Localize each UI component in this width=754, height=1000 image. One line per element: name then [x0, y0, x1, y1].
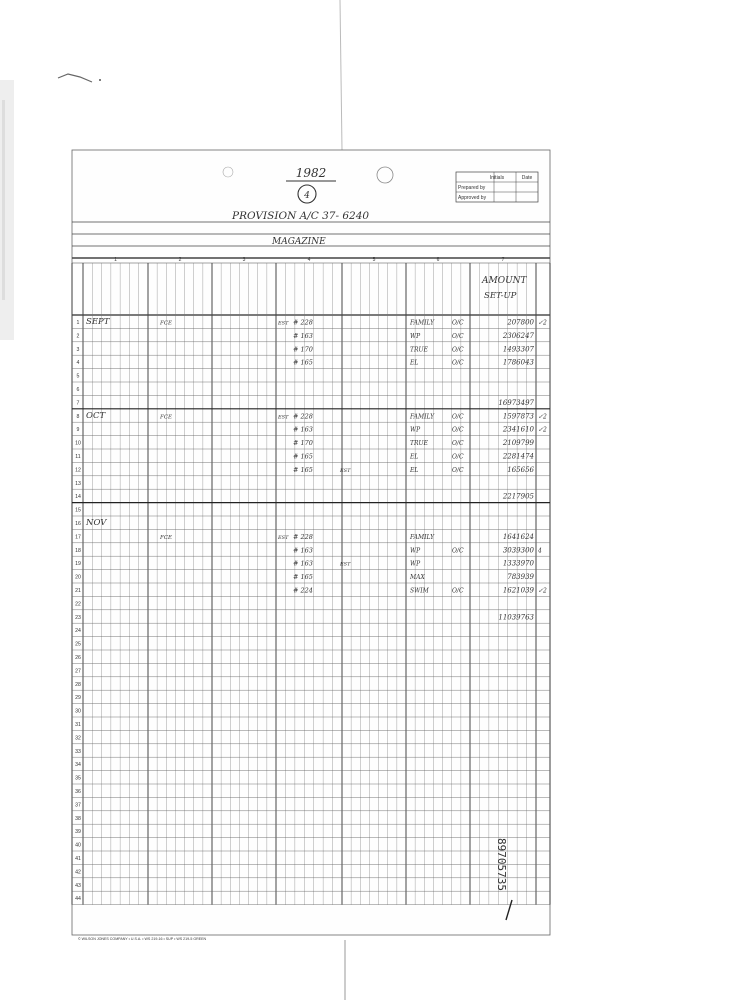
column-number: 3	[242, 257, 246, 263]
tick-mark: ✓2	[538, 319, 547, 327]
year-label: 1982	[295, 166, 327, 180]
row-number: 11	[75, 454, 81, 460]
row-number: 17	[75, 534, 81, 541]
column-number: 1	[114, 257, 117, 263]
magazine-name: WP	[410, 426, 421, 434]
issue-number: # 163	[293, 559, 313, 568]
amount: 165656	[507, 465, 534, 474]
issue-number: # 165	[293, 465, 313, 474]
tick-mark: ✓2	[538, 587, 547, 595]
row-number: 15	[75, 507, 81, 514]
row-number: 19	[75, 561, 81, 568]
issue-number: # 163	[293, 546, 313, 555]
oc-code: O/C	[452, 319, 464, 327]
row-number: 9	[76, 427, 80, 434]
oc-code: O/C	[452, 466, 464, 474]
magazine-name: TRUE	[410, 440, 428, 448]
tick-mark: 4	[538, 547, 542, 555]
row-number: 36	[75, 789, 81, 795]
row-number: 24	[75, 628, 81, 635]
oc-code: O/C	[452, 547, 464, 555]
issue-number: # 163	[293, 425, 313, 434]
month-label: NOV	[86, 518, 107, 528]
amount-heading: AMOUNT	[482, 276, 527, 286]
issue-number: # 228	[293, 412, 313, 421]
column-number: 7	[501, 257, 505, 263]
oc-code: O/C	[452, 413, 464, 421]
estimate-note: EST	[340, 467, 351, 474]
amount: 1786043	[502, 358, 534, 367]
magazine-name: TRUE	[410, 346, 428, 354]
amount: 11039763	[498, 613, 534, 622]
amount: 1621039	[502, 586, 534, 595]
row-number: 42	[75, 869, 81, 876]
magazine-name: FAMILY	[410, 413, 435, 421]
row-number: 20	[75, 574, 81, 581]
row-number: 7	[76, 400, 80, 407]
row-number: 4	[76, 360, 80, 367]
row-number: 38	[75, 815, 81, 822]
row-number: 8	[76, 413, 80, 420]
column-number: 6	[436, 257, 440, 263]
month-label: OCT	[86, 410, 106, 421]
amount: 2281474	[502, 452, 534, 461]
month-label: SEPT	[86, 317, 110, 327]
estimate-flag: EST	[278, 320, 289, 327]
row-number: 43	[75, 882, 81, 889]
estimate-flag: EST	[278, 414, 289, 421]
issue-number: # 165	[293, 573, 313, 582]
issue-number: # 170	[293, 345, 313, 354]
row-number: 40	[75, 842, 81, 849]
oc-code: O/C	[452, 346, 464, 354]
row-number: 23	[75, 614, 81, 621]
oc-code: O/C	[452, 440, 464, 448]
document-stamp-number: 89705735	[495, 838, 508, 891]
row-number: 34	[75, 762, 81, 769]
issue-number: # 170	[293, 439, 313, 448]
issue-number: # 163	[293, 331, 313, 340]
row-number: 16	[75, 521, 81, 527]
expense-code: FCE	[160, 320, 173, 327]
row-number: 33	[75, 748, 81, 755]
row-number: 14	[75, 494, 81, 501]
tick-mark: ✓2	[538, 413, 547, 421]
row-number: 5	[76, 373, 80, 380]
issue-number: # 165	[293, 452, 313, 461]
amount: 1641624	[502, 532, 534, 541]
amount: 207800	[507, 318, 534, 327]
estimate-flag: EST	[278, 534, 289, 541]
oc-code: O/C	[452, 359, 464, 367]
oc-code: O/C	[452, 453, 464, 461]
magazine-name: SWIM	[410, 587, 429, 595]
row-number: 31	[75, 722, 81, 728]
estimate-note: EST	[340, 561, 351, 568]
oc-code: O/C	[452, 332, 464, 340]
row-number: 27	[75, 668, 81, 675]
magazine-name: WP	[410, 547, 421, 555]
amount: 3039300	[502, 546, 534, 555]
row-number: 29	[75, 695, 81, 702]
tick-mark: ✓2	[538, 426, 547, 434]
row-number: 39	[75, 829, 81, 836]
column-number: 2	[178, 257, 182, 263]
paper-sheet	[72, 150, 550, 935]
amount: 1597873	[502, 412, 534, 421]
amount: 16973497	[498, 398, 534, 407]
setup-heading: SET-UP	[484, 291, 517, 301]
row-number: 30	[75, 708, 81, 715]
issue-number: # 224	[293, 586, 313, 595]
row-number: 37	[75, 802, 81, 809]
amount: 1333970	[502, 559, 534, 568]
magazine-name: WP	[410, 560, 421, 568]
sheet-number: 4	[304, 191, 310, 201]
row-number: 2	[76, 333, 80, 340]
issue-number: # 228	[293, 318, 313, 327]
footer-print: © WILSON JONES COMPANY • U.S.A. • WS 219-16 • SUP • WS 219-5 GREEN	[78, 937, 207, 941]
row-number: 35	[75, 775, 81, 782]
amount: 2217905	[502, 492, 534, 501]
date-label: Date	[521, 175, 533, 181]
magazine-name: FAMILY	[410, 533, 435, 541]
row-number: 26	[75, 655, 81, 661]
magazine-name: MAX	[410, 574, 425, 582]
expense-code: FCE	[160, 534, 173, 541]
column-number: 4	[307, 257, 311, 263]
amount: 1493307	[502, 345, 534, 354]
row-number: 1	[76, 320, 80, 326]
row-number: 13	[75, 480, 81, 487]
amount: 2341610	[502, 425, 534, 434]
initials-label: Initials	[489, 175, 505, 181]
row-number: 25	[75, 641, 81, 648]
column-number: 5	[372, 257, 376, 263]
magazine-name: EL	[410, 466, 419, 474]
row-number: 41	[75, 856, 81, 862]
oc-code: O/C	[452, 426, 464, 434]
issue-number: # 165	[293, 358, 313, 367]
row-number: 22	[75, 601, 81, 608]
amount: 2109799	[502, 439, 534, 448]
approved-by-label: Approved by	[458, 195, 487, 201]
row-number: 32	[75, 735, 81, 742]
row-number: 28	[75, 681, 81, 688]
account-title: PROVISION A/C 37- 6240	[232, 210, 370, 222]
oc-code: O/C	[452, 587, 464, 595]
row-number: 10	[75, 440, 81, 447]
magazine-name: EL	[410, 359, 419, 367]
section-title: MAGAZINE	[272, 237, 326, 247]
magazine-name: WP	[410, 332, 421, 340]
row-number: 3	[76, 346, 80, 353]
row-number: 21	[75, 588, 81, 594]
magazine-name: EL	[410, 453, 419, 461]
magazine-name: FAMILY	[410, 319, 435, 327]
expense-code: FCE	[160, 414, 173, 421]
row-number: 44	[75, 896, 81, 903]
amount: 2306247	[502, 331, 534, 340]
issue-number: # 228	[293, 532, 313, 541]
row-number: 12	[75, 467, 81, 474]
prepared-by-label: Prepared by	[458, 185, 486, 191]
amount: 783939	[507, 573, 534, 582]
row-number: 6	[76, 387, 80, 393]
row-number: 18	[75, 547, 81, 554]
